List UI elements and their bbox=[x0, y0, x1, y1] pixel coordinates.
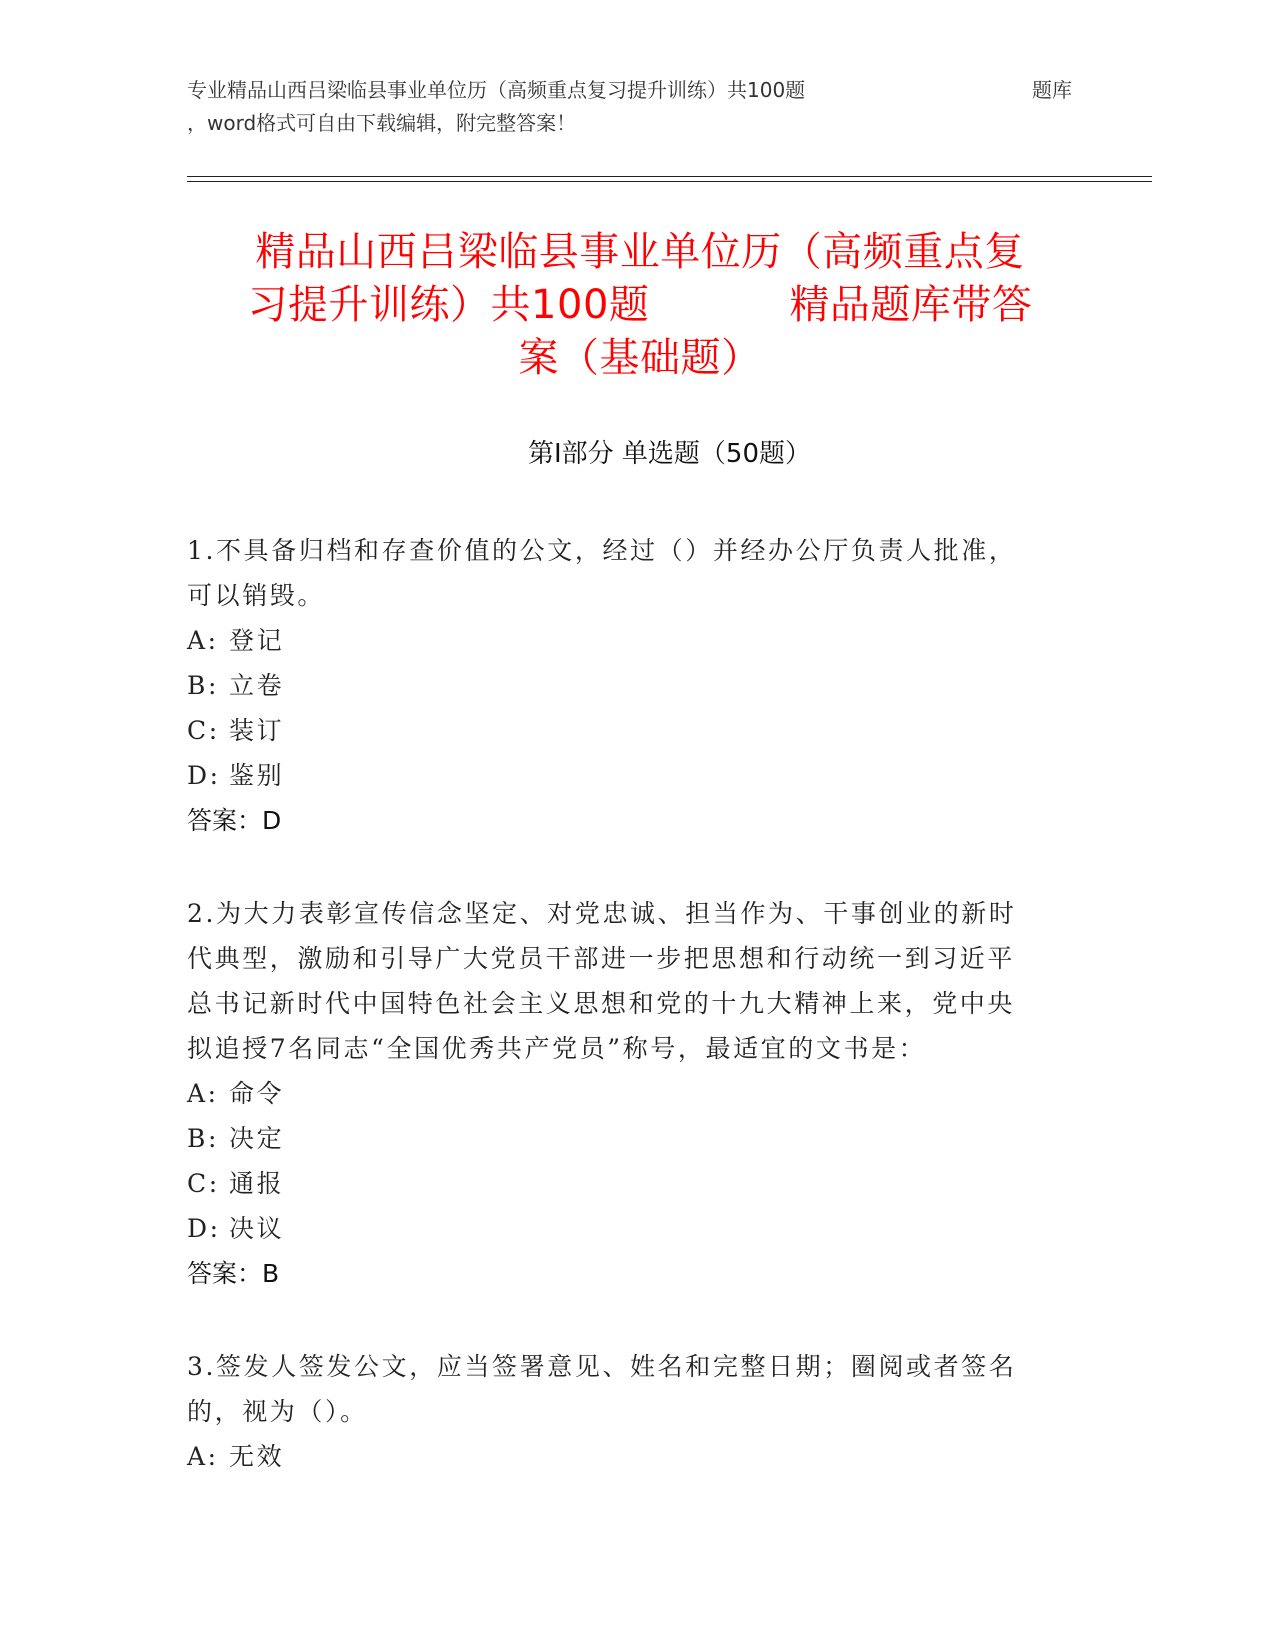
title-line-2-right: 精品题库带答 bbox=[789, 282, 1033, 328]
question-2 bbox=[187, 891, 1057, 1296]
question-stem bbox=[187, 891, 1057, 1071]
stem-line: 可以销毁。 bbox=[187, 581, 326, 610]
option-d bbox=[187, 1206, 1057, 1251]
option-a bbox=[187, 1434, 1057, 1479]
stem-line: 的，视为（）。 bbox=[187, 1397, 368, 1426]
section-heading: 第Ⅰ部分 单选题（50题） bbox=[527, 439, 812, 469]
title-line-3: 案（基础题） bbox=[518, 335, 762, 381]
option-key: D: bbox=[187, 1214, 221, 1243]
page-header bbox=[187, 74, 1087, 140]
option-c bbox=[187, 708, 1057, 753]
option-b bbox=[187, 663, 1057, 708]
option-text: 决议 bbox=[229, 1214, 285, 1243]
question-stem bbox=[187, 528, 1057, 618]
stem-line: 总书记新时代中国特色社会主义思想和党的十九大精神上来，党中央 bbox=[187, 989, 1016, 1018]
header-title-text: 专业精品山西吕梁临县事业单位历（高频重点复习提升训练）共100题 bbox=[187, 78, 806, 102]
option-a bbox=[187, 618, 1057, 663]
question-3 bbox=[187, 1344, 1057, 1479]
question-1 bbox=[187, 528, 1057, 843]
option-text: 无效 bbox=[229, 1442, 285, 1471]
option-d bbox=[187, 753, 1057, 798]
option-text: 鉴别 bbox=[229, 761, 285, 790]
option-key: A: bbox=[187, 1442, 219, 1471]
header-divider-bottom bbox=[187, 181, 1152, 182]
document-title bbox=[195, 226, 1085, 385]
stem-line: 拟追授7名同志“全国优秀共产党员”称号，最适宜的文书是： bbox=[187, 1034, 927, 1063]
answer-line: 答案：B bbox=[187, 1259, 280, 1288]
option-key: A: bbox=[187, 1079, 219, 1108]
answer-line: 答案：D bbox=[187, 806, 282, 835]
option-text: 命令 bbox=[229, 1079, 285, 1108]
question-stem bbox=[187, 1344, 1057, 1434]
option-text: 登记 bbox=[229, 626, 285, 655]
option-text: 通报 bbox=[229, 1169, 285, 1198]
title-line-1: 精品山西吕梁临县事业单位历（高频重点复 bbox=[255, 229, 1025, 275]
header-divider-top bbox=[187, 176, 1152, 177]
option-c bbox=[187, 1161, 1057, 1206]
option-key: B: bbox=[187, 1124, 219, 1153]
header-line-2: ，word格式可自由下载编辑，附完整答案！ bbox=[187, 111, 577, 135]
title-line-2 bbox=[195, 279, 1085, 332]
option-key: A: bbox=[187, 626, 219, 655]
option-text: 立卷 bbox=[229, 671, 285, 700]
stem-line: 2.为大力表彰宣传信念坚定、对党忠诚、担当作为、干事创业的新时 bbox=[187, 899, 1017, 928]
option-key: C: bbox=[187, 1169, 220, 1198]
question-list bbox=[187, 528, 1057, 1527]
option-text: 装订 bbox=[229, 716, 285, 745]
option-key: C: bbox=[187, 716, 220, 745]
header-right-text: 题库 bbox=[1032, 78, 1072, 102]
stem-line: 3.签发人签发公文，应当签署意见、姓名和完整日期；圈阅或者签名 bbox=[187, 1352, 1017, 1381]
option-a bbox=[187, 1071, 1057, 1116]
header-line-1 bbox=[187, 74, 1087, 107]
option-text: 决定 bbox=[229, 1124, 285, 1153]
stem-line: 代典型，激励和引导广大党员干部进一步把思想和行动统一到习近平 bbox=[187, 944, 1016, 973]
option-b bbox=[187, 1116, 1057, 1161]
title-line-2-left: 习提升训练）共100题 bbox=[247, 282, 650, 328]
option-key: D: bbox=[187, 761, 221, 790]
option-key: B: bbox=[187, 671, 219, 700]
stem-line: 1.不具备归档和存查价值的公文，经过（）并经办公厅负责人批准， bbox=[187, 536, 1017, 565]
